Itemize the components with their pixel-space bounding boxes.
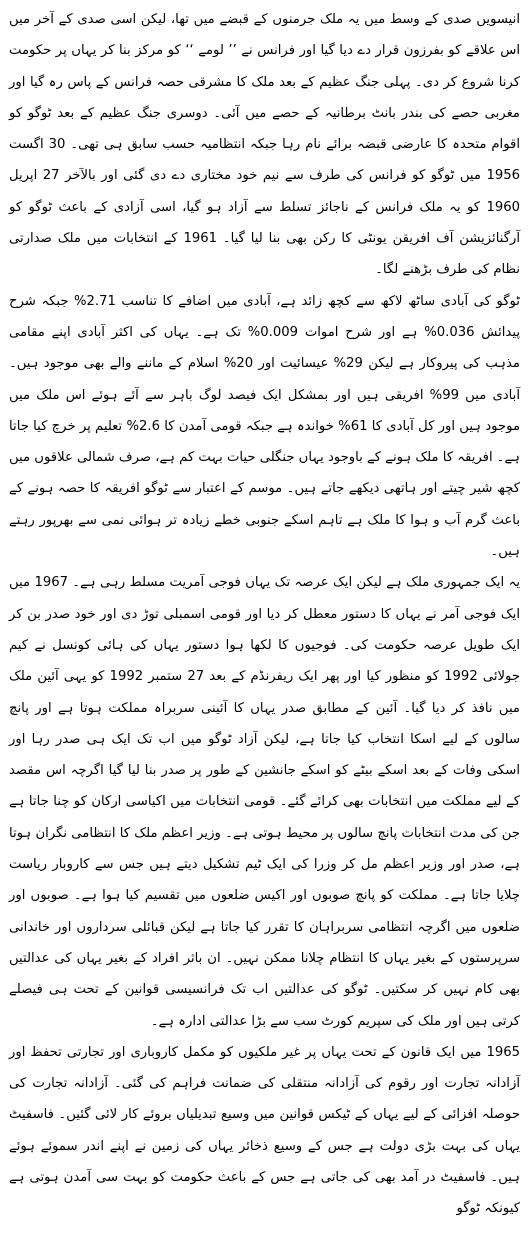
paragraph-population: ٹوگو کی آبادی ساٹھ لاکھ سے کچھ زائد ہے، آبادی میں اضافے کا تناسب 2.71% جبکہ شرح پیدائش 0.036% ہے اور شرح اموات 0.009% تک ہے۔ یہاں کی اکثر آبادی اپنے مقامی مذہب کی پیروکار ہے لیکن 29% عیسائیت اور 20% اسلام کے ماننے والے بھی موجود ہیں۔ آبادی میں 99% افریقی ہیں اور بمشکل ایک فیصد لوگ باہر سے آئے ہوئے اس ملک میں موجود ہیں اور کل آبادی کا 61% خواندہ ہے جبکہ قومی آمدن کا 2.6% تعلیم پر خرچ کیا جاتا ہے۔ افریقہ کا ملک ہونے کے باوجود یہاں جنگلی حیات بہت کم ہے، صرف شمالی علاقوں میں کچھ شیر چیتے اور ہاتھی دیکھے جاتے ہیں۔ موسم کے اعتبار سے ٹوگو افریقہ کا حصہ ہونے کے باعث گرم آب و ہوا کا ملک ہے تاہم اسکے جنوبی خطے زیادہ تر ہوائی نمی سے بھرپور رہتے ہیں۔ xyxy=(9,293,521,560)
paragraph-history: انیسویں صدی کے وسط میں یہ ملک جرمنوں کے قبضے میں تھا، لیکن اسی صدی کے آخر میں اس علاقے کو بفرزون قرار دے دیا گیا اور فرانس نے ’’ لومے ‘‘ کو مرکز بنا کر یہاں پر حکومت کرنا شروع کر دی۔ پہلی جنگ عظیم کے بعد ملک کا مشرقی حصہ فرانس کے پاس رہ گیا اور مغربی حصے کی بندر بانٹ برطانیہ کے حصے میں آئی۔ دوسری جنگ عظیم کے بعد ٹوگو کو اقوام متحدہ کا عارضی قبضہ برائے نام رہا جبکہ انتظامیہ حسب سابق ہی تھی۔ 30 اگست 1956 میں ٹوگو کو فرانس کی طرف سے نیم خود مختاری دے دی گئی اور بالآخر 27 اپریل 1960 کو یہ ملک فرانس کے ناجائز تسلط سے آزاد ہو گیا، اسی آزادی کے باعث ٹوگو کو آرگنائزیشن آف افریقن یونٹی کا رکن بھی بنا لیا گیا۔ 1961 کے انتخابات میں ملک صدارتی نظام کی طرف بڑھنے لگا۔ xyxy=(9,12,521,278)
paragraph-economy: 1965 میں ایک قانون کے تحت یہاں پر غیر ملکیوں کو مکمل کاروباری اور تجارتی تحفظ اور آزادانہ تجارت اور رقوم کی آزادانہ منتقلی کی ضمانت فراہم کی گئی۔ آزادانہ تجارت کی حوصلہ افزائی کے لیے یہاں کے ٹیکس قوانین میں وسیع تبدیلیاں بروئے کار لائی گئیں۔ فاسفیٹ یہاں کی بہت بڑی دولت ہے جس کے وسیع ذخائر یہاں کی زمین نے اپنے اندر سموئے ہوئے ہیں۔ فاسفیٹ در آمد بھی کی جاتی ہے جس کے باعث حکومت کو بہت سی آمدن ہوتی ہے کیونکہ ٹوگو xyxy=(9,1044,520,1217)
paragraph-government: یہ ایک جمہوری ملک ہے لیکن ایک عرصہ تک یہاں فوجی آمریت مسلط رہی ہے۔ 1967 میں ایک فوجی آمر نے یہاں کا دستور معطل کر دیا اور قومی اسمبلی توڑ دی اور خود صدر بن کر ایک طویل عرصہ حکومت کی۔ فوجیوں کا لکھا ہوا دستور یہاں کی ہائی کونسل نے کیم جولائی 1992 کو منظور کیا اور پھر ایک ریفرنڈم کے بعد 27 ستمبر 1992 کو یہی آئین ملک میں نافذ کر دیا گیا۔ آئین کے مطابق صدر یہاں کا آئینی سربراہ مملکت ہوتا ہے اور پانچ سالوں کے لیے اسکا انتخاب کیا جاتا ہے، لیکن آزاد ٹوگو میں اب تک ایک ہی صدر رہا اور اسکی وفات کے بعد اسکے بیٹے کو اسکے جانشین کے طور پر صدر بنا لیا گیا اگرچہ اس مقصد کے لیے مملکت میں انتخابات بھی کرائے گئے۔ قومی انتخابات میں اکیاسی ارکان کو چنا جاتا ہے جن کی مدت انتخابات پانچ سالوں پر محیط ہوتی ہے۔ وزیر اعظم ملک کا انتظامی نگران ہوتا ہے، صدر اور وزیر اعظم مل کر وزرا کی ایک ٹیم تشکیل دیتے ہیں جس سے کاروبار ریاست چلایا جاتا ہے۔ مملکت کو پانچ صوبوں اور اکیس ضلعوں میں تقسیم کیا ہوا ہے۔ صوبوں اور ضلعوں میں اگرچہ انتظامی سربراہان کا تقرر کیا جاتا ہے لیکن قبائلی سرداروں اور خاندانی سرپرستوں کے بغیر یہاں کا انتظام چلانا ممکن نہیں۔ ان باثر افراد کے بغیر یہاں کی عدالتیں بھی کام نہیں کر سکتیں۔ ٹوگو کی عدالتیں اب تک فرانسیسی قوانین کے تحت ہی فیصلے کرتی ہیں اور ملک کی سپریم کورٹ سب سے بڑا عدالتی ادارہ ہے۔ xyxy=(9,575,520,1029)
